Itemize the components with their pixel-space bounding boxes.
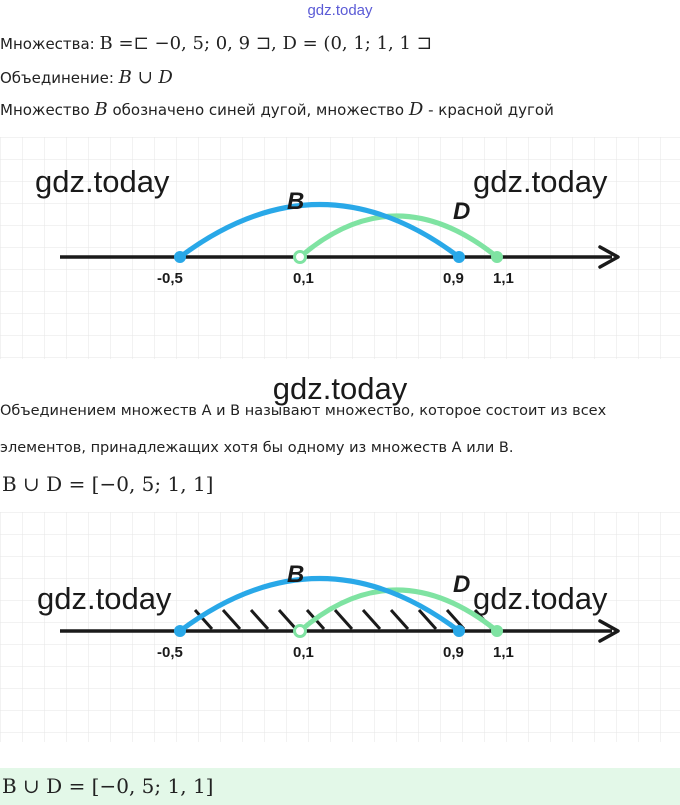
tick-label: -0,5 [157, 644, 183, 661]
point-0-1-open [295, 626, 306, 637]
description-var-b: B [94, 99, 108, 120]
result-equation: B ∪ D = [−0, 5; 1, 1] [2, 472, 214, 496]
point-minus-0-5 [174, 251, 186, 263]
sets-label: Множества: [0, 35, 95, 53]
union-expression: B ∪ D [118, 67, 173, 88]
watermark-middle: gdz.today [272, 371, 408, 406]
point-0-9 [453, 251, 465, 263]
number-line-diagram-1 [0, 137, 680, 359]
union-label: Объединение: [0, 69, 114, 87]
watermark-left: gdz.today [35, 164, 170, 199]
tick-label: 0,1 [293, 270, 314, 287]
point-1-1 [491, 625, 503, 637]
union-line [0, 67, 173, 88]
description-var-d: D [408, 99, 424, 120]
point-1-1 [491, 251, 503, 263]
watermark-right: gdz.today [473, 581, 608, 616]
number-line-diagram-2 [0, 512, 680, 742]
sets-expression: B =⊏ −0, 5; 0, 9 ⊐, D = (0, 1; 1, 1 ⊐ [99, 33, 432, 54]
description-prefix: Множество [0, 101, 90, 119]
tick-label: 1,1 [493, 270, 514, 287]
watermark-left: gdz.today [37, 581, 172, 616]
definition-line-2: элементов, принадлежащих хотя бы одному из множеств А или В. [0, 440, 514, 456]
answer-box [0, 768, 680, 805]
tick-label: 0,9 [443, 270, 464, 287]
description-mid: обозначено синей дугой, множество [112, 101, 405, 119]
tick-label: -0,5 [157, 270, 183, 287]
description-line [0, 99, 554, 120]
arc-b-label: B [287, 561, 305, 588]
definition-line-1: Объединением множеств А и В называют множество, которое состоит из всех [0, 403, 607, 419]
answer-equation: B ∪ D = [−0, 5; 1, 1] [2, 774, 214, 798]
arc-b-label: B [287, 188, 305, 215]
tick-label: 0,9 [443, 644, 464, 661]
watermark-top: gdz.today [307, 2, 373, 19]
arc-d-label: D [453, 571, 471, 598]
description-suffix: - красной дугой [428, 101, 554, 119]
number-line-figure-1 [0, 137, 680, 359]
watermark-right: gdz.today [473, 164, 608, 199]
point-0-1-open [295, 252, 306, 263]
point-0-9 [453, 625, 465, 637]
tick-label: 0,1 [293, 644, 314, 661]
sets-line [0, 33, 432, 54]
tick-label: 1,1 [493, 644, 514, 661]
arc-d-label: D [453, 198, 471, 225]
point-minus-0-5 [174, 625, 186, 637]
grid-background [0, 512, 680, 742]
number-line-figure-2 [0, 512, 680, 742]
